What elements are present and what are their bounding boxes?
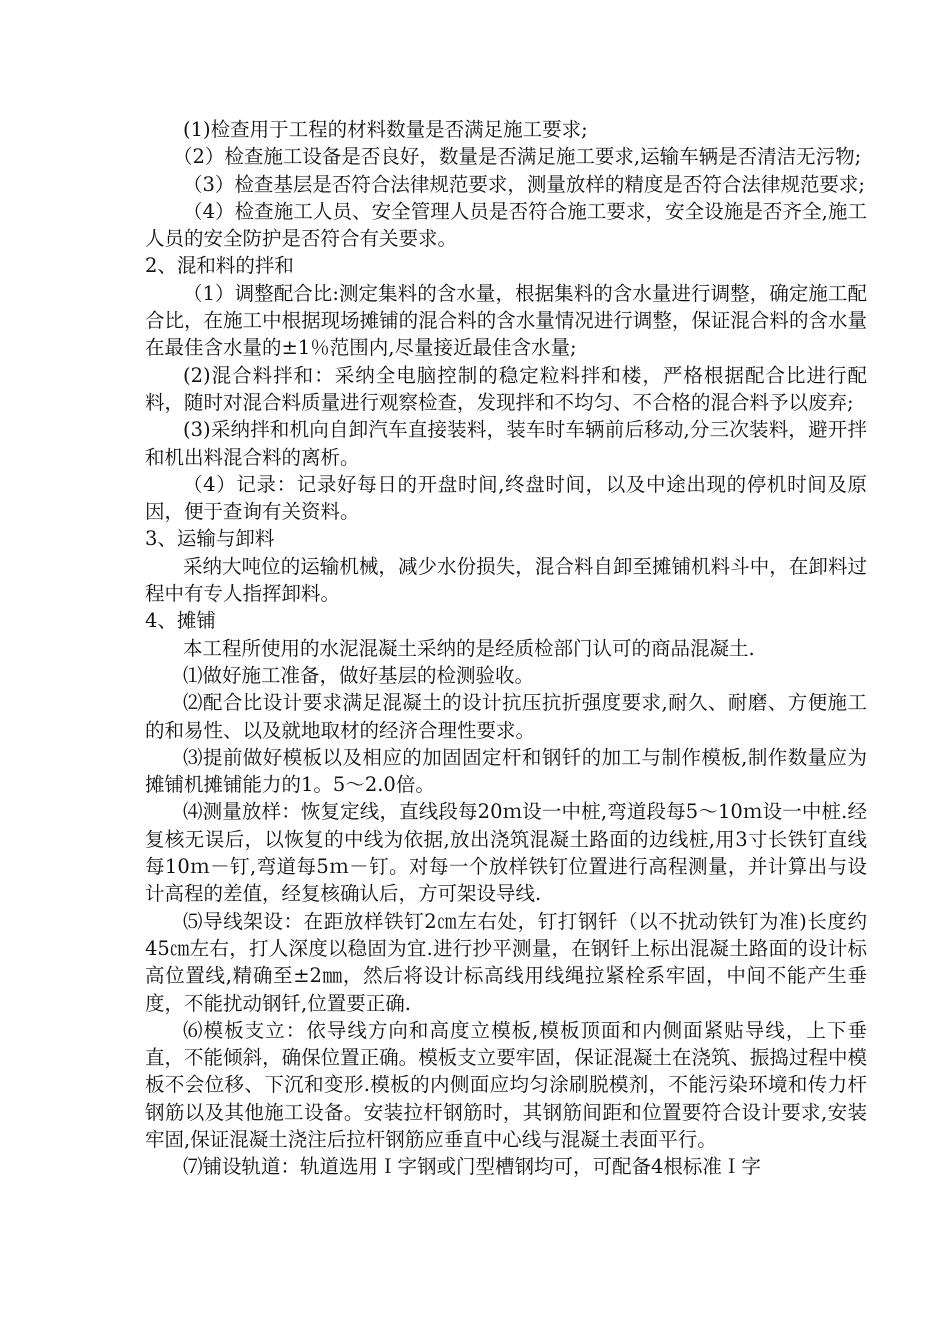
section-heading-transport: 3、运输与卸料 — [145, 527, 275, 551]
paragraph-mix-design: ⑵配合比设计要求满足混凝土的设计抗压抗折强度要求,耐久、耐磨、方便施工的和易性、以及就地取材的经济合理性要求。 — [145, 691, 867, 742]
paragraph-loading: (3)采纳拌和机向自卸汽车直接装料，装车时车辆前后移动,分三次装料，避开拌和机出料混合料的离析。 — [145, 418, 867, 469]
paragraph-rails: ⑺铺设轨道：轨道选用Ｉ字钢或门型槽钢均可，可配备4根标准Ｉ字 — [183, 1155, 761, 1179]
paragraph-guideline: ⑸导线架设：在距放样铁钉2㎝左右处，钉打钢钎（以不扰动铁钉为准)长度约45㎝左右，打人深度以稳固为宜.进行抄平测量，在钢钎上标出混凝土路面的设计标高位置线,精确至±2㎜，然后将设计标高线用线绳拉紧栓系牢固，中间不能产生垂度，不能扰动钢钎,位置要正确. — [145, 909, 867, 1015]
paragraph-check-materials: (1)检查用于工程的材料数量是否满足施工要求; — [183, 118, 588, 141]
paragraph-records: （4）记录：记录好每日的开盘时间,终盘时间，以及中途出现的停机时间及原因，便于查询有关资料。 — [145, 472, 867, 524]
paragraph-concrete-source: 本工程所使用的水泥混凝土采纳的是经质检部门认可的商品混凝土. — [183, 636, 755, 660]
paragraph-check-base: （3）检查基层是否符合法律规范要求，测量放样的精度是否符合法律规范要求; — [183, 172, 865, 196]
section-heading-paving: 4、摊铺 — [145, 609, 216, 633]
section-heading-mixing: 2、混和料的拌和 — [145, 254, 294, 278]
paragraph-formwork-setup: ⑹模板支立：依导线方向和高度立模板,模板顶面和内侧面紧贴导线，上下垂直，不能倾斜，确保位置正确。模板支立要牢固，保证混凝土在浇筑、振捣过程中模板不会位移、下沉和变形.模板的内侧面应均匀涂刷脱模剂，不能污染环境和传力杆钢筋以及其他施工设备。安装拉杆钢筋时，其钢筋间距和位置要符合设计要求,安装牢固,保证混凝土浇注后拉杆钢筋应垂直中心线与混凝土表面平行。 — [145, 1018, 867, 1151]
paragraph-survey: ⑷测量放样：恢复定线，直线段每20ｍ设一中桩,弯道段每5～10ｍ设一中桩.经复核无误后，以恢复的中线为依据,放出浇筑混凝土路面的边线桩,用3寸长铁钉直线每10ｍ－钉,弯道每5ｍ－钉。对每一个放样铁钉位置进行高程测量，并计算出与设计高程的差值，经复核确认后，方可架设导线. — [145, 800, 867, 906]
paragraph-formwork-prep: ⑶提前做好模板以及相应的加固固定杆和钢钎的加工与制作模板,制作数量应为摊铺机摊铺能力的1。5～2.0倍。 — [145, 745, 867, 797]
paragraph-check-equipment: （2）检查施工设备是否良好，数量是否满足施工要求,运输车辆是否清洁无污物; — [173, 145, 862, 169]
document-page — [145, 116, 867, 1181]
paragraph-mix-plant: (2)混合料拌和：采纳全电脑控制的稳定粒料拌和楼，严格根据配合比进行配料，随时对混合料质量进行观察检查，发现拌和不均匀、不合格的混合料予以废弃; — [145, 363, 867, 414]
paragraph-adjust-mix: （1）调整配合比:测定集料的含水量，根据集料的含水量进行调整，确定施工配合比，在施工中根据现场摊铺的混合料的含水量情况进行调整，保证混合料的含水量在最佳含水量的±1％范围内,尽量接近最佳含水量; — [145, 281, 867, 360]
paragraph-transport: 采纳大吨位的运输机械，减少水份损失，混合料自卸至摊铺机料斗中，在卸料过程中有专人指挥卸料。 — [145, 554, 867, 606]
paragraph-preparation: ⑴做好施工准备，做好基层的检测验收。 — [183, 663, 535, 687]
paragraph-check-personnel: （4）检查施工人员、安全管理人员是否符合施工要求，安全设施是否齐全,施工人员的安全防护是否符合有关要求。 — [145, 199, 867, 251]
